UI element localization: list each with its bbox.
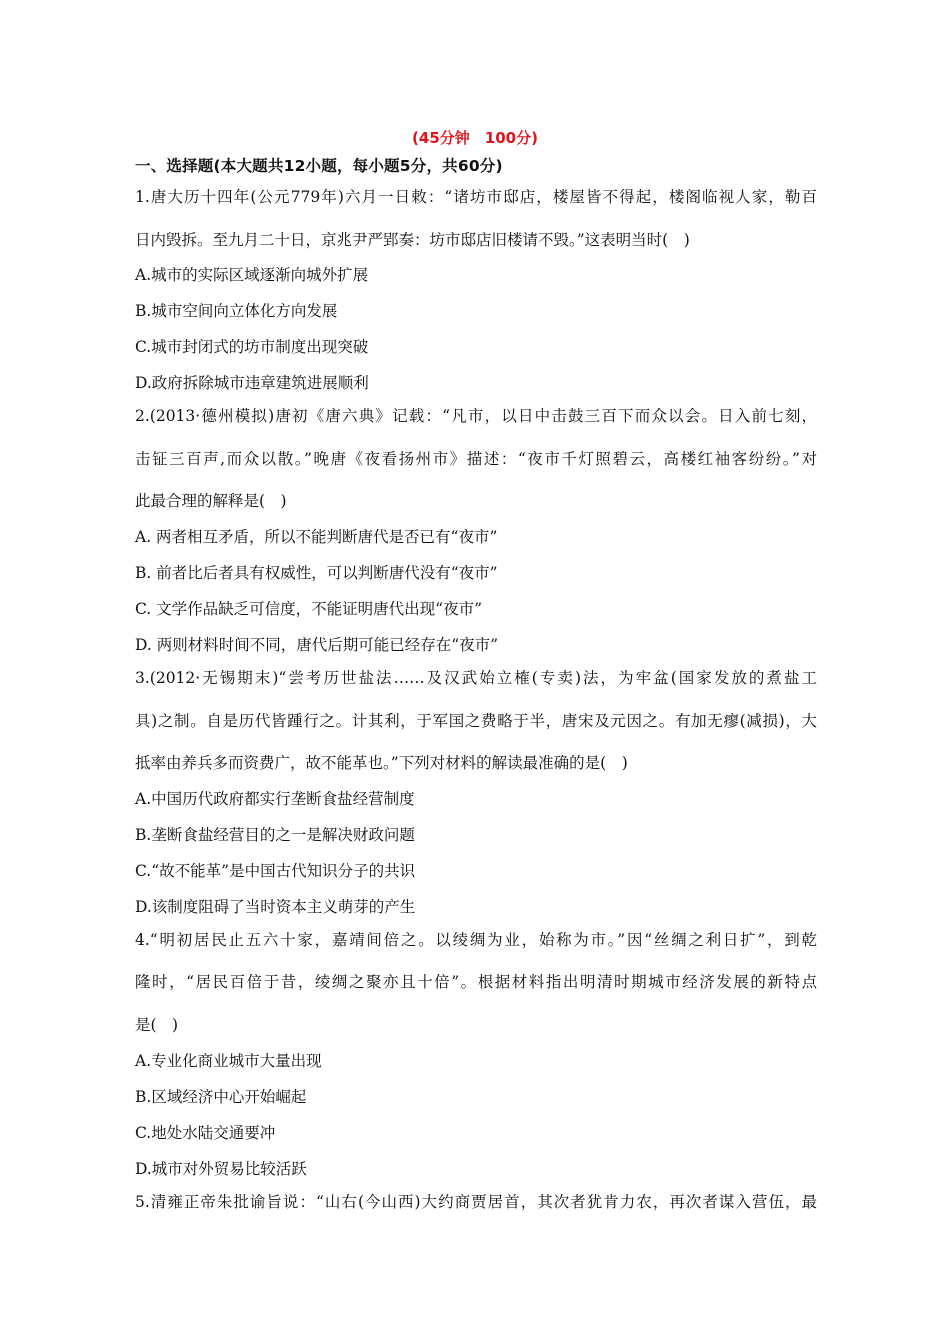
q4-stem-line: 4.“明初居民止五六十家，嘉靖间倍之。以绫绸为业，始称为市。”因“丝绸之利日扩”，到乾 [135, 931, 817, 949]
q2-option-a: A. 两者相互矛盾，所以不能判断唐代是否已有“夜市” [135, 528, 498, 546]
q4-option-d: D.城市对外贸易比较活跃 [135, 1160, 307, 1178]
q2-option-c: C. 文学作品缺乏可信度，不能证明唐代出现“夜市” [135, 600, 483, 618]
q3-option-b: B.垄断食盐经营目的之一是解决财政问题 [135, 826, 415, 844]
q3-stem-line: 具)之制。自是历代皆踵行之。计其利，于军国之费略于半，唐宋及元因之。有加无瘳(减损)，大 [135, 712, 817, 730]
q1-option-d: D.政府拆除城市违章建筑进展顺利 [135, 374, 369, 392]
q3-stem-line: 抵率由养兵多而资费广，故不能革也。”下列对材料的解读最准确的是( ) [135, 754, 628, 772]
q1-option-a: A.城市的实际区域逐渐向城外扩展 [135, 266, 369, 284]
q1-option-b: B.城市空间向立体化方向发展 [135, 302, 338, 320]
section-heading: 一、选择题(本大题共12小题，每小题5分，共60分) [135, 157, 503, 175]
q2-option-b: B. 前者比后者具有权威性，可以判断唐代没有“夜市” [135, 564, 498, 582]
q5-stem-line: 5.清雍正帝朱批谕旨说：“山右(今山西)大约商贾居首，其次者犹肯力农，再次者谋入营伍，最 [135, 1193, 817, 1211]
q1-stem-line: 1.唐大历十四年(公元779年)六月一日敕：“诸坊市邸店，楼屋皆不得起，楼阁临视人家，勒百 [135, 188, 817, 206]
q2-stem-line: 此最合理的解释是( ) [135, 492, 287, 510]
q3-stem-line: 3.(2012·无锡期末)“尝考历世盐法……及汉武始立榷(专卖)法，为牢盆(国家发放的煮盐工 [135, 669, 817, 687]
q4-stem-line: 隆时，“居民百倍于昔，绫绸之聚亦且十倍”。根据材料指出明清时期城市经济发展的新特点 [135, 973, 817, 991]
q2-option-d: D. 两则材料时间不同，唐代后期可能已经存在“夜市” [135, 636, 499, 654]
q1-option-c: C.城市封闭式的坊市制度出现突破 [135, 338, 369, 356]
q1-stem-line: 日内毁拆。至九月二十日，京兆尹严郢奏：坊市邸店旧楼请不毁。”这表明当时( ) [135, 231, 690, 249]
q3-option-c: C.“故不能革”是中国古代知识分子的共识 [135, 862, 416, 880]
time-score-header: (45分钟 100分) [412, 129, 538, 147]
q3-option-d: D.该制度阻碍了当时资本主义萌芽的产生 [135, 898, 416, 916]
q4-option-a: A.专业化商业城市大量出现 [135, 1052, 322, 1070]
q4-option-b: B.区域经济中心开始崛起 [135, 1088, 307, 1106]
q4-stem-line: 是( ) [135, 1016, 179, 1034]
q4-option-c: C.地处水陆交通要冲 [135, 1124, 276, 1142]
q3-option-a: A.中国历代政府都实行垄断食盐经营制度 [135, 790, 415, 808]
q2-stem-line: 2.(2013·德州模拟)唐初《唐六典》记载：“凡市，以日中击鼓三百下而众以会。日入前七刻， [135, 407, 817, 425]
q2-stem-line: 击钲三百声,而众以散。”晚唐《夜看扬州市》描述：“夜市千灯照碧云，高楼红袖客纷纷。”对 [135, 450, 817, 468]
